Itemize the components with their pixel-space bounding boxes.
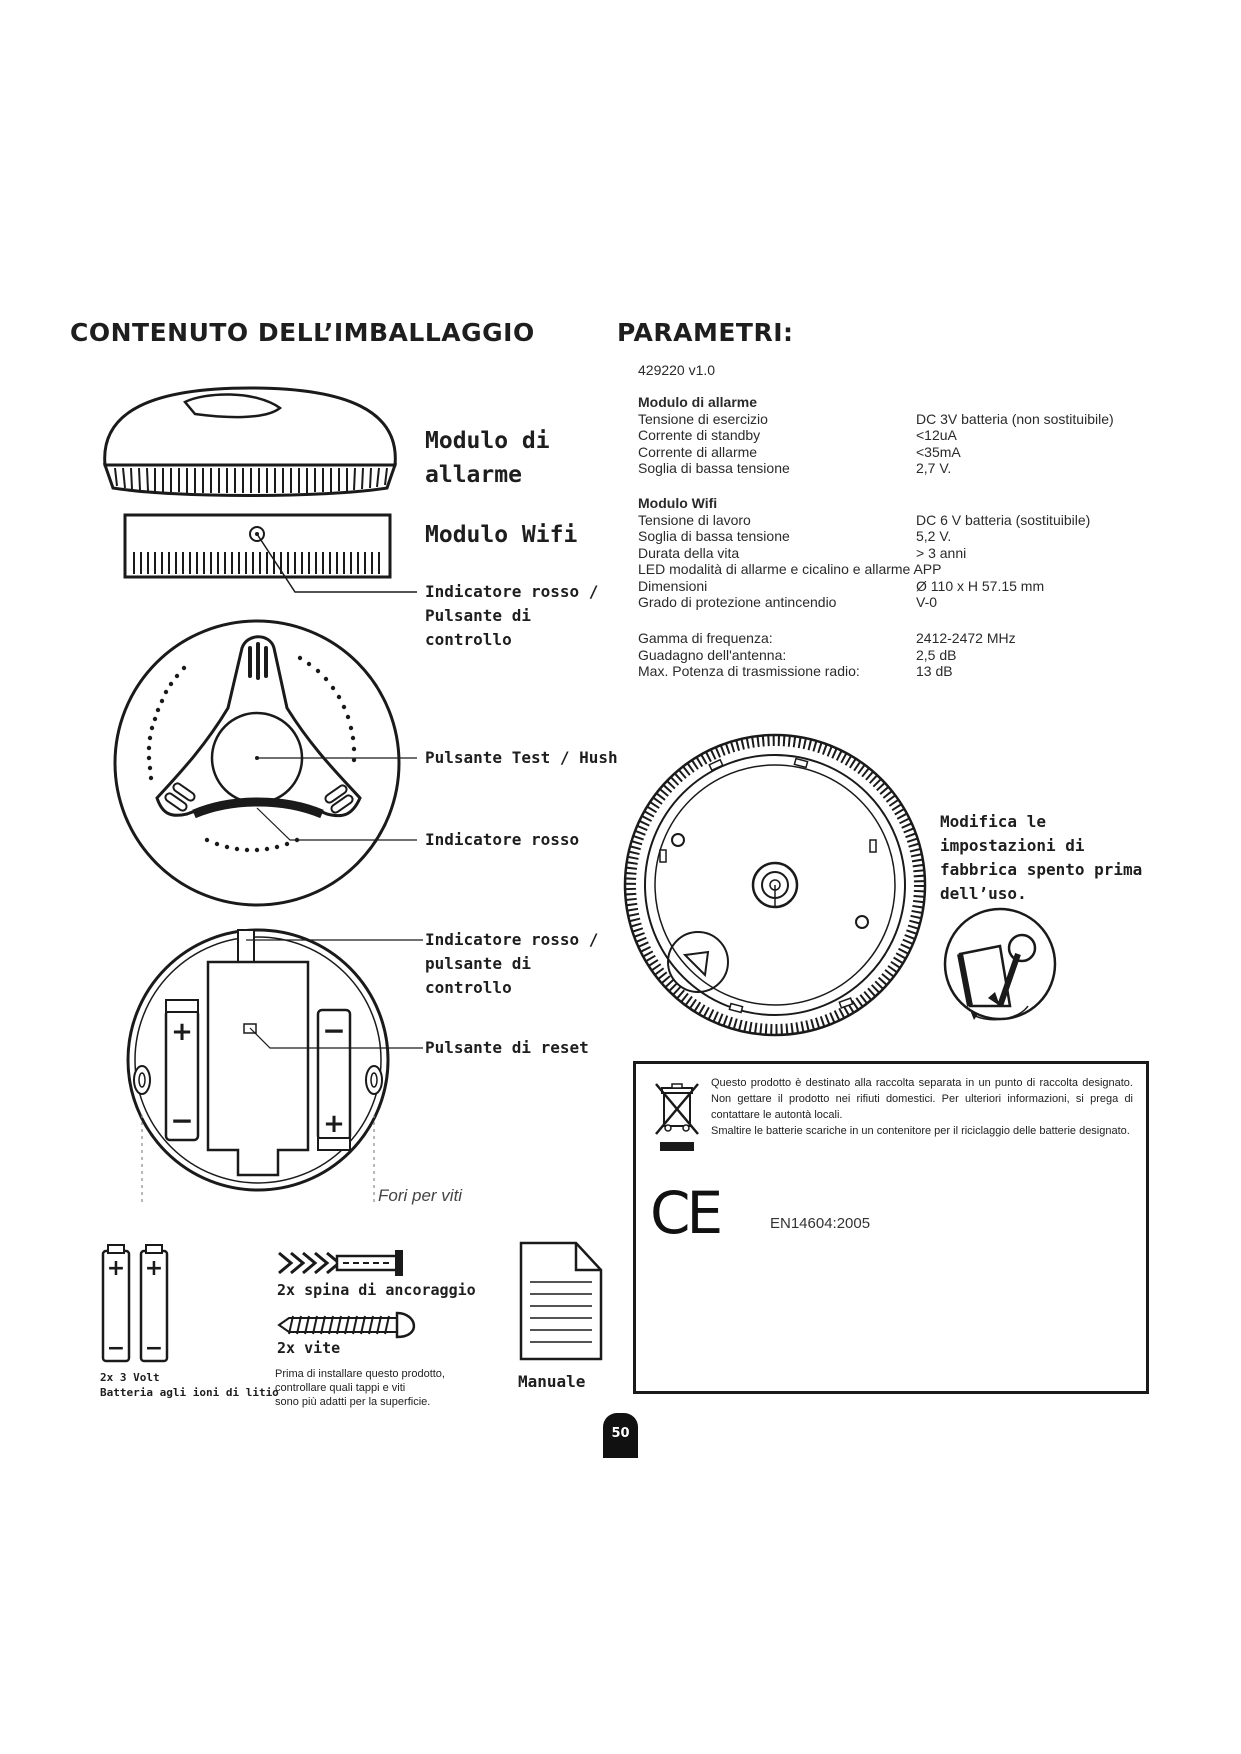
batteries-illustration: [100, 1243, 180, 1365]
installation-note-line1: Prima di installare questo prodotto,: [275, 1368, 445, 1380]
installation-note-line2: controllare quali tappi e viti: [275, 1382, 406, 1394]
right-heading: PARAMETRI:: [617, 318, 794, 347]
param-row: [638, 444, 1158, 461]
param-value: 5,2 V.: [916, 528, 952, 544]
param-label: Corrente di allarme: [638, 443, 758, 460]
params-wifi-title: Modulo Wifi: [638, 495, 718, 511]
alarm-module-illustration: [95, 380, 405, 500]
batteries-type: Batteria agli ioni di litio: [100, 1386, 279, 1399]
svg-text:+: +: [106, 1256, 126, 1281]
param-label: Max. Potenza di trasmissione radio:: [638, 663, 860, 679]
factory-reset-note: Modifica le impostazioni di fabbrica spento prima dell’uso.: [940, 812, 1143, 903]
param-row: [638, 528, 1158, 545]
param-label: Tensione di lavoro: [638, 511, 751, 528]
wifi-module-illustration: [120, 512, 395, 582]
param-value: 2412-2472 MHz: [916, 630, 1016, 646]
params-wifi-block: [638, 495, 1158, 611]
svg-text:−: −: [106, 1336, 126, 1361]
svg-text:+: +: [144, 1256, 164, 1281]
svg-text:+: +: [171, 1017, 193, 1047]
disposal-line2: Smaltire le batterie scariche in un contenitore per il riciclaggio delle batterie designato.: [711, 1125, 1130, 1137]
disposal-text: [711, 1075, 1133, 1139]
param-value: 13 dB: [916, 663, 953, 679]
page-number: 50: [603, 1413, 638, 1458]
param-value: <35mA: [916, 443, 961, 460]
disposal-line1: Questo prodotto è destinato alla raccolta separata in un punto di raccolta designato. Non gettare il prodotto nei rifiuti domestici. Per ulteriori informazioni, si prega di contattare le autontà locali.: [711, 1077, 1133, 1121]
label-test-hush: Pulsante Test / Hush: [425, 748, 618, 767]
param-label: Corrente di standby: [638, 427, 761, 443]
installation-note-line3: sono più adatti per la superficie.: [275, 1396, 431, 1408]
param-row: [638, 460, 1158, 477]
param-label: Guadagno dell'antenna:: [638, 646, 787, 663]
param-value: DC 3V batteria (non sostituibile): [916, 410, 1114, 427]
param-label: Dimensioni: [638, 577, 708, 594]
ce-mark: CE: [650, 1179, 720, 1247]
param-row: [638, 512, 1158, 529]
params-extra-rows: [638, 578, 1158, 611]
param-label: Gamma di frequenza:: [638, 630, 773, 646]
reset-detail-illustration: [940, 906, 1065, 1026]
param-row: [638, 663, 1158, 680]
param-row: [638, 594, 1158, 611]
label-fori-viti: Fori per viti: [378, 1186, 463, 1205]
svg-text:+: +: [323, 1109, 345, 1139]
params-led-line: LED modalità di allarme e cicalino e allarme APP: [638, 561, 942, 577]
wall-plug-illustration: [277, 1248, 407, 1278]
base-plate-illustration: [620, 730, 930, 1040]
param-row: [638, 545, 1158, 562]
spina-label: 2x spina di ancoraggio: [277, 1281, 476, 1299]
param-value: > 3 anni: [916, 544, 967, 561]
param-row: [638, 427, 1158, 444]
param-label: Durata della vita: [638, 544, 740, 561]
svg-text:−: −: [170, 1104, 194, 1137]
batteries-voltage: 2x 3 Volt: [100, 1371, 160, 1384]
param-label: Soglia di bassa tensione: [638, 460, 790, 476]
params-alarm-block: [638, 394, 1158, 477]
param-label: Tensione di esercizio: [638, 410, 768, 427]
param-value: DC 6 V batteria (sostituibile): [916, 511, 1091, 528]
label-indicatore-rosso: Indicatore rosso: [425, 830, 580, 849]
vite-label: 2x vite: [277, 1339, 341, 1357]
label-reset: Pulsante di reset: [425, 1038, 589, 1057]
param-value: V-0: [916, 594, 938, 610]
params-alarm-rows: [638, 411, 1158, 477]
param-value: <12uA: [916, 427, 957, 443]
param-value: 2,5 dB: [916, 646, 957, 663]
batteries-label: [100, 1370, 279, 1400]
param-label: Grado di protezione antincendio: [638, 594, 837, 610]
param-row: [638, 647, 1158, 664]
param-row: [638, 578, 1158, 595]
param-value: Ø 110 x H 57.15 mm: [916, 577, 1045, 594]
certification-box: [633, 1061, 1149, 1394]
label-indicatore-pulsante-2: Indicatore rosso / pulsante di controllo: [425, 930, 599, 997]
param-value: 2,7 V.: [916, 460, 952, 476]
svg-text:−: −: [322, 1014, 346, 1047]
battery-compartment-illustration: [118, 940, 428, 1210]
weee-bin-icon: [654, 1082, 700, 1152]
param-row: [638, 411, 1158, 428]
params-alarm-title: Modulo di allarme: [638, 394, 758, 410]
params-radio-rows: [638, 630, 1158, 680]
alarm-top-view-illustration: [112, 618, 422, 913]
svg-text:−: −: [144, 1336, 164, 1361]
manual-label: Manuale: [518, 1372, 586, 1391]
param-row: [638, 630, 1158, 647]
label-indicatore-pulsante-1: Indicatore rosso / Pulsante di controllo: [425, 582, 599, 649]
installation-note: [275, 1367, 445, 1409]
standard-label: EN14604:2005: [770, 1215, 871, 1232]
params-wifi-rows: [638, 512, 1158, 562]
label-modulo-allarme: Modulo di allarme: [425, 428, 550, 488]
params-radio-block: [638, 630, 1158, 680]
left-heading: CONTENUTO DELL’IMBALLAGGIO: [70, 318, 535, 347]
manual-icon: [518, 1240, 604, 1362]
params-version: 429220 v1.0: [638, 362, 716, 378]
param-label: Soglia di bassa tensione: [638, 528, 790, 544]
label-modulo-wifi: Modulo Wifi: [425, 522, 578, 548]
